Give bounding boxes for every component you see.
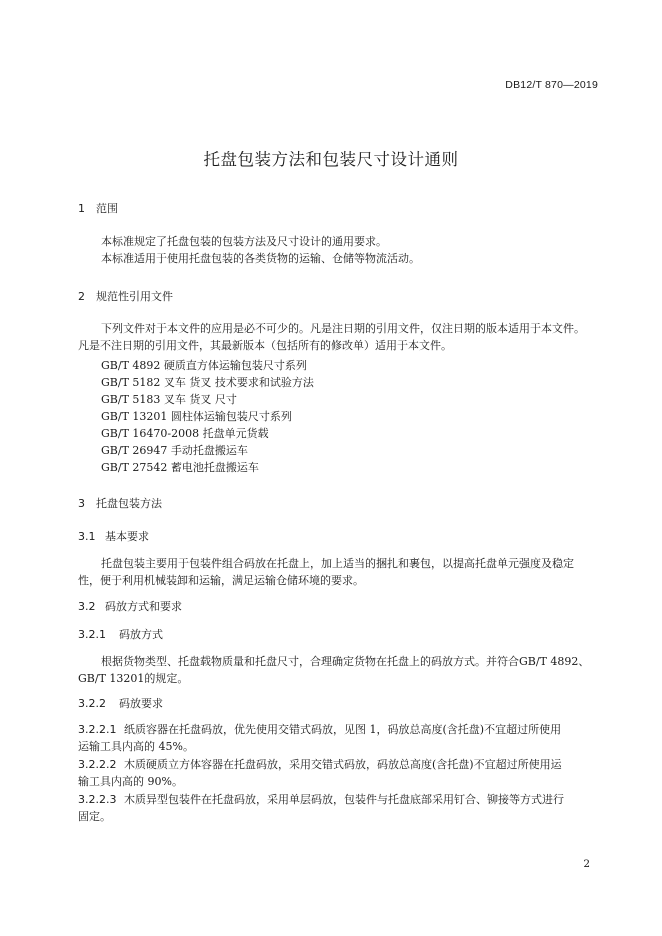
paragraph-line: 根据货物类型、托盘载物质量和托盘尺寸，合理确定货物在托盘上的码放方式。并符合GB/T 4892、 — [101, 655, 590, 668]
section-number: 3 — [78, 497, 85, 510]
reference-item: GB/T 4892 硬质直方体运输包装尺寸系列 — [101, 359, 307, 372]
clause-line — [78, 791, 564, 808]
document-title: 托盘包装方法和包装尺寸设计通则 — [203, 150, 459, 169]
section-title: 规范性引用文件 — [96, 290, 173, 303]
reference-item: GB/T 16470-2008 托盘单元货载 — [101, 427, 269, 440]
section-title: 基本要求 — [105, 530, 149, 543]
section-title: 范围 — [96, 202, 118, 215]
reference-item: GB/T 5183 叉车 货叉 尺寸 — [101, 393, 237, 406]
subsection-heading-3-2-2 — [78, 695, 163, 711]
paragraph-line: 固定。 — [78, 810, 111, 823]
clause-text: 纸质容器在托盘码放，优先使用交错式码放，见图 1，码放总高度(含托盘)不宜超过所使用 — [124, 723, 562, 736]
paragraph: 本标准适用于使用托盘包装的各类货物的运输、仓储等物流活动。 — [101, 252, 420, 265]
subsection-heading-3-2 — [78, 598, 182, 614]
section-number: 3.1 — [78, 530, 96, 543]
clause-text: 木质异型包装件在托盘码放，采用单层码放，包装件与托盘底部采用钉合、铆接等方式进行 — [124, 793, 564, 806]
reference-item: GB/T 26947 手动托盘搬运车 — [101, 444, 248, 457]
document-number: DB12/T 870—2019 — [505, 79, 598, 91]
section-number: 3.2.2 — [78, 697, 106, 710]
paragraph-line: 运输工具内高的 45%。 — [78, 740, 194, 753]
reference-item: GB/T 27542 蓄电池托盘搬运车 — [101, 461, 259, 474]
clause-line — [78, 721, 561, 738]
subsection-heading-3-1 — [78, 528, 149, 544]
paragraph: 本标准规定了托盘包装的包装方法及尺寸设计的通用要求。 — [101, 235, 387, 248]
clause-text: 木质硬质立方体容器在托盘码放，采用交错式码放，码放总高度(含托盘)不宜超过所使用运 — [124, 758, 562, 771]
section-number: 2 — [78, 290, 85, 303]
paragraph-line: 性，便于利用机械装卸和运输，满足运输仓储环境的要求。 — [78, 574, 364, 587]
section-number: 1 — [78, 202, 85, 215]
clause-number: 3.2.2.3 — [78, 793, 117, 806]
paragraph-line: 下列文件对于本文件的应用是必不可少的。凡是注日期的引用文件，仅注日期的版本适用于本文件。 — [101, 322, 585, 335]
paragraph-line: GB/T 13201的规定。 — [78, 672, 189, 685]
reference-item: GB/T 5182 叉车 货叉 技术要求和试验方法 — [101, 376, 314, 389]
paragraph-line: 凡是不注日期的引用文件，其最新版本（包括所有的修改单）适用于本文件。 — [78, 339, 452, 352]
reference-item: GB/T 13201 圆柱体运输包装尺寸系列 — [101, 410, 292, 423]
paragraph-line: 输工具内高的 90%。 — [78, 775, 183, 788]
section-number: 3.2.1 — [78, 628, 106, 641]
clause-number: 3.2.2.1 — [78, 723, 117, 736]
section-title: 托盘包装方法 — [96, 497, 162, 510]
section-title: 码放要求 — [119, 697, 163, 710]
page-number: 2 — [583, 858, 590, 870]
section-title: 码放方式 — [119, 628, 163, 641]
section-title: 码放方式和要求 — [105, 600, 182, 613]
section-heading-2 — [78, 288, 173, 304]
section-heading-1 — [78, 200, 118, 216]
section-number: 3.2 — [78, 600, 96, 613]
clause-line — [78, 756, 562, 773]
section-heading-3 — [78, 495, 162, 511]
subsection-heading-3-2-1 — [78, 626, 163, 642]
paragraph-line: 托盘包装主要用于包装件组合码放在托盘上，加上适当的捆扎和裹包，以提高托盘单元强度及稳定 — [101, 557, 574, 570]
clause-number: 3.2.2.2 — [78, 758, 117, 771]
